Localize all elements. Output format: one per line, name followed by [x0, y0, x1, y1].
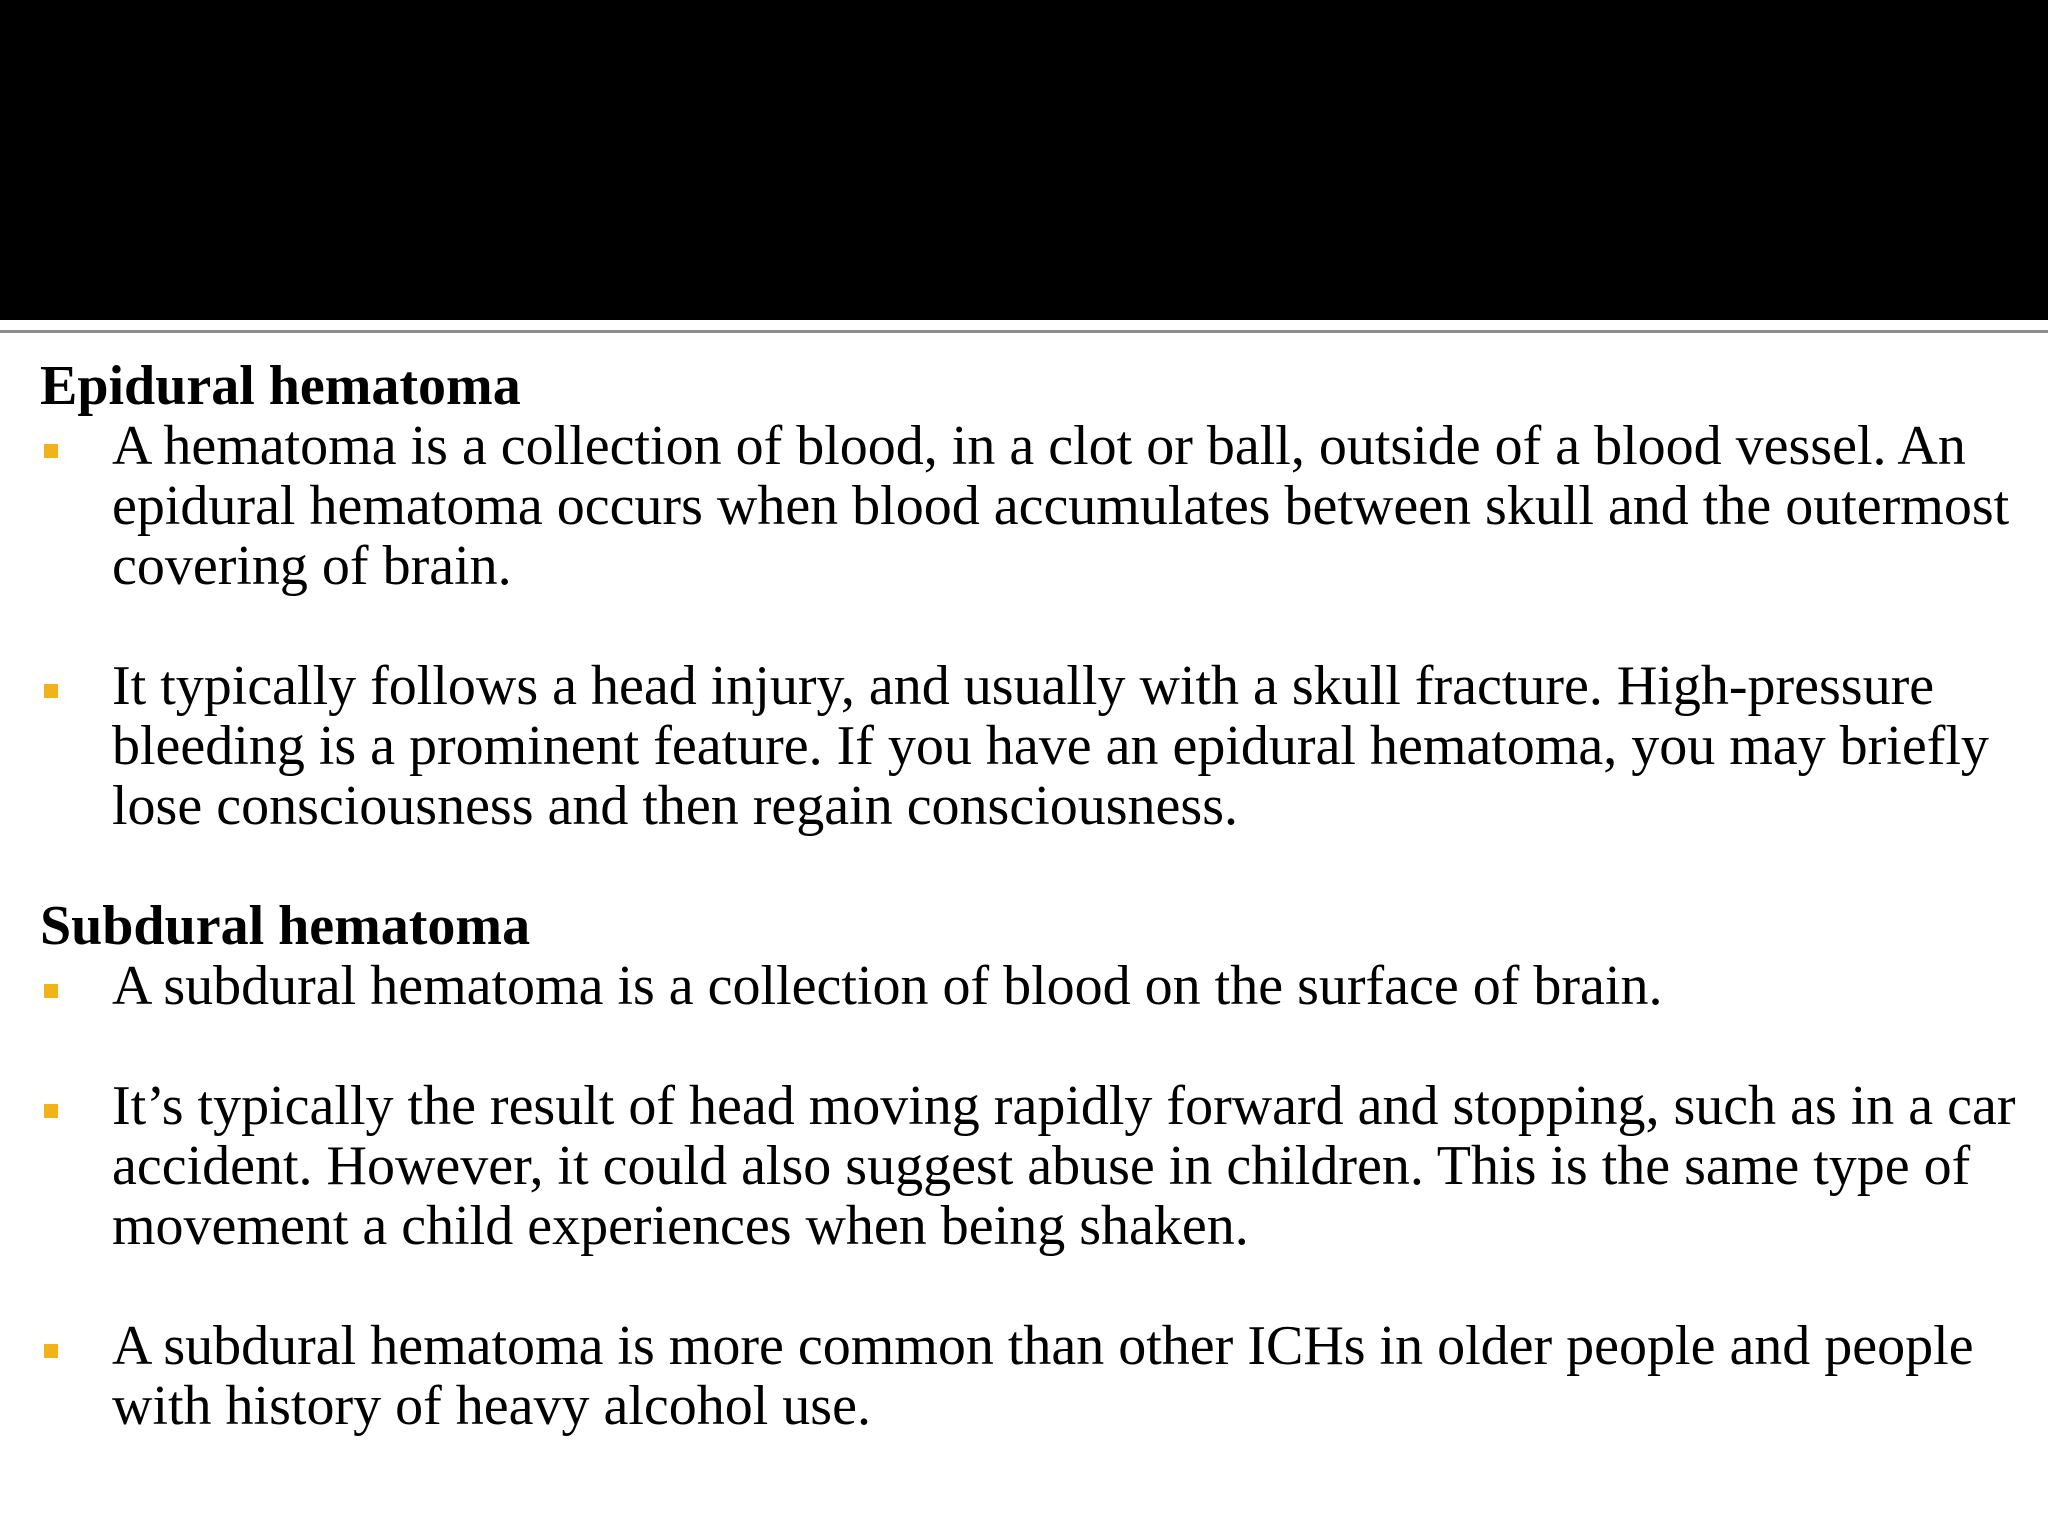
bullet-item	[40, 656, 2020, 836]
square-bullet-icon	[44, 444, 58, 458]
square-bullet-icon	[44, 684, 58, 698]
bullet-item	[40, 1076, 2020, 1256]
square-bullet-icon	[44, 1344, 58, 1358]
spacer	[40, 1256, 2020, 1316]
bullet-text: A hematoma is a collection of blood, in a clot or ball, outside of a blood vessel. An epidural hematoma occurs when blood accumulates between skull and the outermost covering of brain.	[112, 415, 2010, 597]
section-heading-epidural: Epidural hematoma	[40, 355, 521, 417]
bullet-item	[40, 416, 2020, 596]
title-divider	[0, 330, 2048, 333]
bullet-text: It’s typically the result of head moving rapidly forward and stopping, such as in a car accident. However, it could also suggest abuse in children. This is the same type of movement a child experiences when being shaken.	[112, 1075, 2016, 1257]
bullet-text: It typically follows a head injury, and usually with a skull fracture. High-pressure bleeding is a prominent feature. If you have an epidural hematoma, you may briefly lose consciousness and then regain consciousness.	[112, 655, 1989, 837]
section-heading-subdural: Subdural hematoma	[40, 895, 531, 957]
title-band	[0, 0, 2048, 320]
square-bullet-icon	[44, 984, 58, 998]
bullet-text: A subdural hematoma is more common than other ICHs in older people and people with history of heavy alcohol use.	[112, 1315, 1974, 1437]
slide-body	[40, 356, 2020, 1436]
bullet-text: A subdural hematoma is a collection of blood on the surface of brain.	[112, 955, 1663, 1017]
bullet-item	[40, 956, 2020, 1016]
spacer	[40, 596, 2020, 656]
spacer	[40, 1016, 2020, 1076]
spacer	[40, 836, 2020, 896]
square-bullet-icon	[44, 1104, 58, 1118]
bullet-item	[40, 1316, 2020, 1436]
